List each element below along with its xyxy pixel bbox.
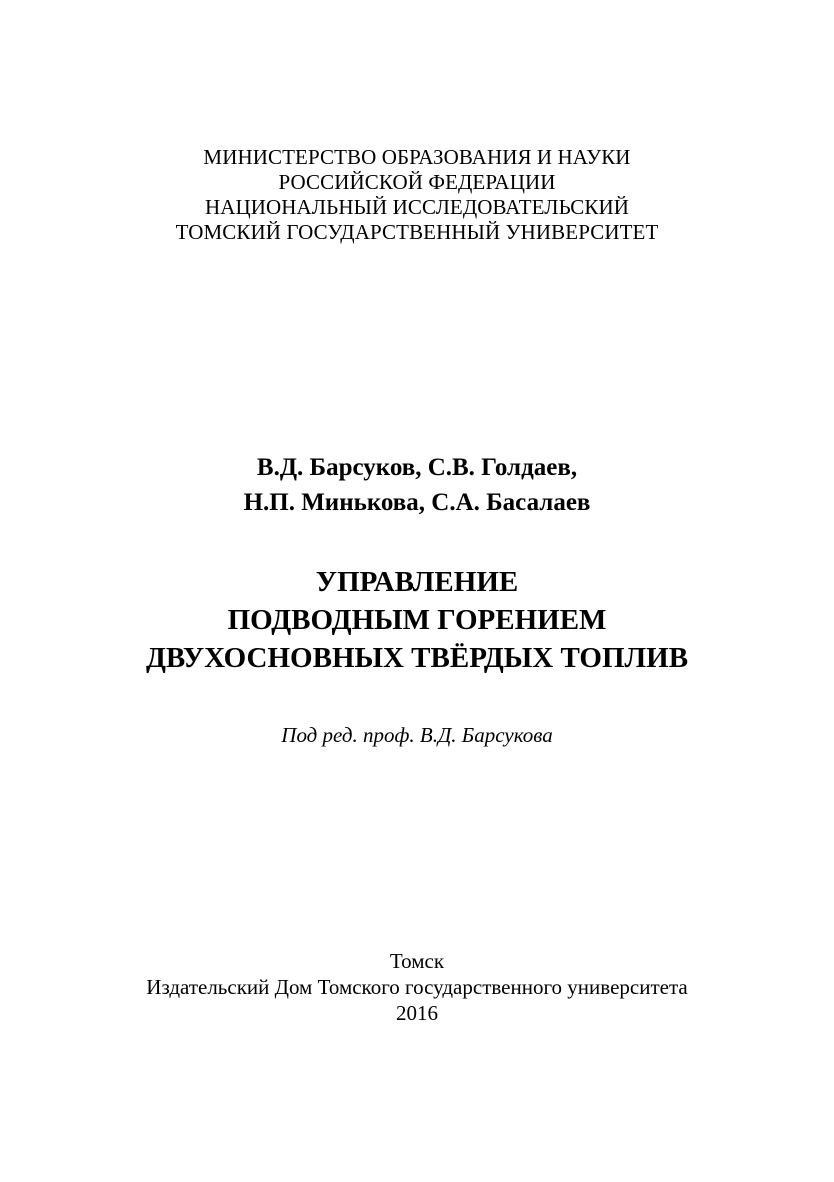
title-line: ПОДВОДНЫМ ГОРЕНИЕМ: [227, 604, 607, 636]
authors-line: В.Д. Барсуков, С.В. Голдаев,: [256, 454, 578, 481]
imprint-publisher: Издательский Дом Томского государственного университета: [146, 975, 688, 999]
title-line: УПРАВЛЕНИЕ: [315, 566, 519, 598]
ministry-line: МИНИСТЕРСТВО ОБРАЗОВАНИЯ И НАУКИ: [203, 145, 631, 169]
editor-note: Под ред. проф. В.Д. Барсукова: [281, 723, 553, 747]
imprint: [0, 948, 834, 1026]
book-title: [0, 563, 834, 677]
ministry-heading: [0, 145, 834, 245]
ministry-line: НАЦИОНАЛЬНЫЙ ИССЛЕДОВАТЕЛЬСКИЙ: [204, 195, 630, 219]
imprint-year: 2016: [396, 1001, 438, 1025]
authors: [0, 450, 834, 520]
authors-line: Н.П. Минькова, С.А. Басалаев: [243, 489, 591, 516]
ministry-line: ТОМСКИЙ ГОСУДАРСТВЕННЫЙ УНИВЕРСИТЕТ: [175, 220, 659, 244]
title-line: ДВУХОСНОВНЫХ ТВЁРДЫХ ТОПЛИВ: [145, 642, 689, 674]
ministry-line: РОССИЙСКОЙ ФЕДЕРАЦИИ: [278, 170, 556, 194]
imprint-city: Томск: [389, 949, 445, 973]
